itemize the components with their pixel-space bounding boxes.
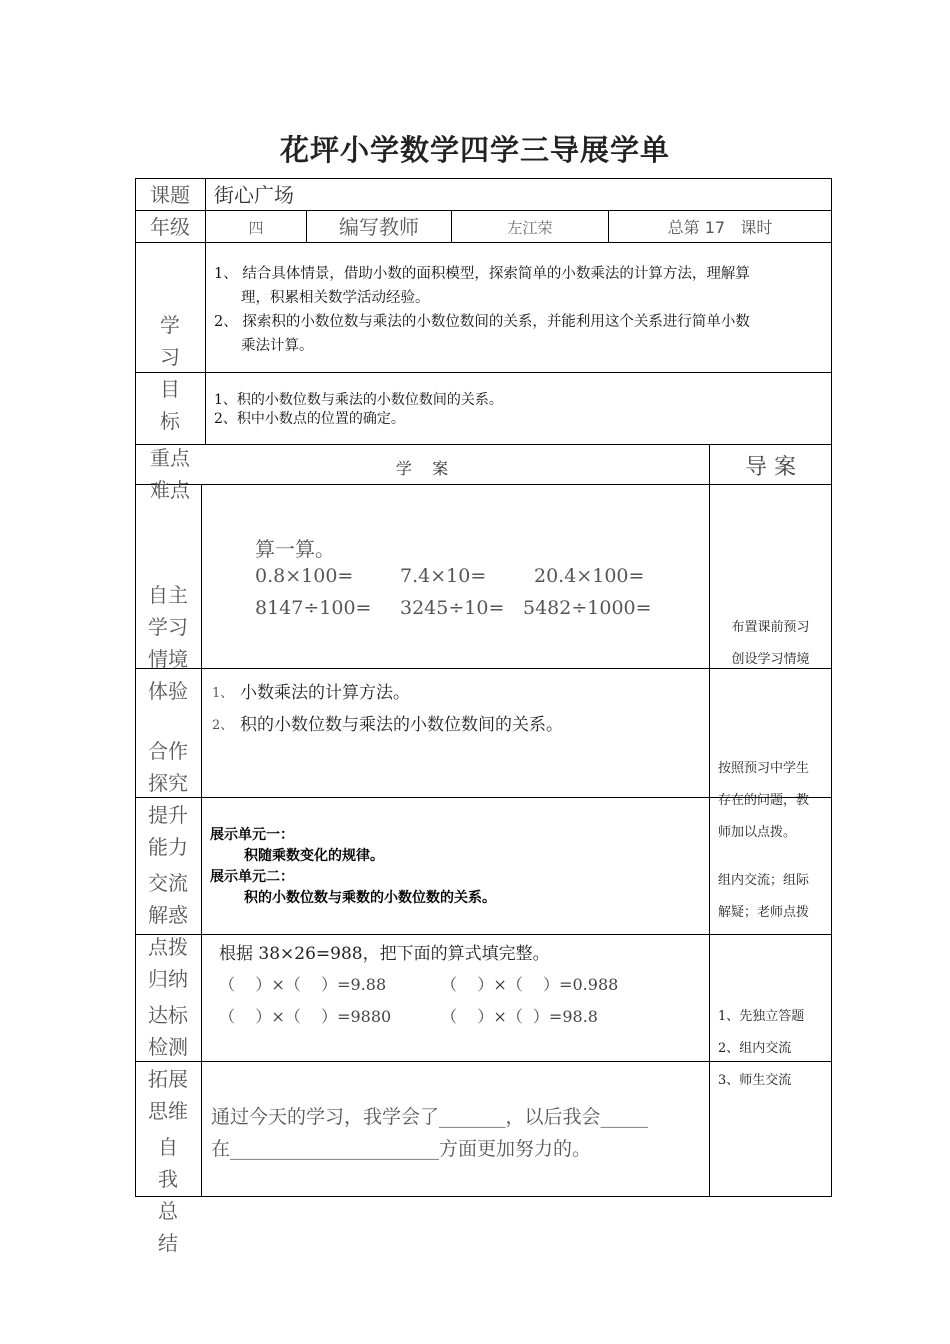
section-label-exchange: 交流 解惑 点拨 归纳 (148, 871, 188, 991)
grade-label: 年级 (150, 215, 190, 239)
key-point-item: 2、积中小数点的位置的确定。 (214, 411, 405, 427)
exercise-item: 3245÷10= (400, 597, 505, 619)
topic-item: 小数乘法的计算方法。 (240, 683, 410, 703)
grade-value: 四 (248, 219, 264, 237)
objective-line: 乘法计算。 (241, 338, 314, 354)
exercise-heading: 算一算。 (255, 537, 335, 561)
objective-line: 理，积累相关数学活动经验。 (241, 290, 430, 306)
section-label-test: 达标 检测 拓展 思维 (148, 1003, 188, 1123)
topic-item: 积的小数位数与乘法的小数位数间的关系。 (240, 715, 563, 735)
exercise-item: 0.8×100= (255, 565, 354, 587)
guide-column-header: 导 案 (745, 455, 796, 480)
fill-blank-item: （ ）×（ ）=98.8 (441, 1007, 598, 1026)
guide-note: 布置课前预习 创设学习情境 (731, 620, 810, 667)
key-points-label: 重点 难点 (150, 446, 190, 502)
objectives-label: 学 习 目 标 (160, 313, 180, 433)
guide-note: 按照预习中学生 存在的问题，教 师加以点拨。 (718, 761, 810, 840)
lesson-suffix: 课时 (740, 218, 773, 237)
guide-note: 1、先独立答题 2、组内交流 3、师生交流 (718, 1009, 805, 1088)
lesson-count (609, 212, 831, 244)
objective-line: 2、 探索积的小数位数与乘法的小数位数间的关系，并能利用这个关系进行简单小数 (214, 314, 750, 330)
objective-line: 1、 结合具体情景，借助小数的面积模型，探索简单的小数乘法的计算方法，理解算 (214, 266, 750, 282)
exercise-item: 7.4×10= (400, 565, 487, 587)
study-column-header: 学 案 (395, 459, 449, 478)
lesson-number: 17 (704, 218, 726, 237)
section-label-summary: 自 我 总 结 (158, 1135, 178, 1255)
teacher-value: 左江荣 (507, 219, 553, 237)
exercise-item: 20.4×100= (534, 565, 645, 587)
fill-blank-item: （ ）×（ ）=9.88 (219, 975, 387, 994)
exercise-item: 5482÷1000= (523, 597, 652, 619)
topic-label: 课题 (150, 183, 190, 207)
guide-note: 组内交流；组际 解疑；老师点拨 (718, 873, 810, 920)
lesson-prefix: 总第 (667, 218, 700, 237)
section-label-cooperate: 合作 探究 提升 能力 (148, 739, 188, 859)
key-point-item: 1、积的小数位数与乘法的小数位数间的关系。 (214, 392, 503, 408)
teacher-label: 编写教师 (339, 215, 419, 239)
section-label-self-study: 自主 学习 情境 体验 (148, 583, 188, 703)
topic-value: 街心广场 (214, 183, 294, 207)
fill-blank-item: （ ）×（ ）=9880 (219, 1007, 392, 1026)
fill-blank-item: （ ）×（ ）=0.988 (441, 975, 619, 994)
page-title: 花坪小学数学四学三导展学单 (279, 133, 670, 167)
exercise-item: 8147÷100= (255, 597, 372, 619)
